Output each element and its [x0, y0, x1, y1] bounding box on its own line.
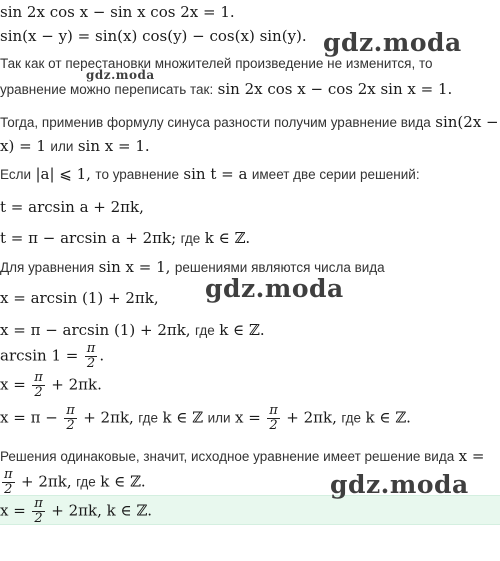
fraction-denominator: 2	[34, 385, 43, 400]
text-line	[0, 447, 484, 466]
text: Если	[0, 167, 32, 182]
text: где	[195, 323, 215, 338]
math: sin 2x cos x − cos 2x sin x = 1.	[217, 80, 453, 98]
text: или	[50, 139, 74, 154]
fraction	[267, 404, 280, 433]
text-line	[0, 80, 452, 99]
text: Тогда, применив формулу синуса разности получим уравнение вида	[0, 115, 431, 130]
math: + 2πk,	[83, 408, 134, 427]
math: x =	[235, 408, 261, 427]
fraction-numerator: π	[34, 370, 43, 385]
math: x) = 1	[0, 137, 46, 155]
formula-line: sin(x − y) = sin(x) cos(y) − cos(x) sin(y).	[0, 27, 307, 45]
math: x =	[458, 447, 485, 465]
fraction-denominator: 2	[34, 511, 43, 526]
solution-series: t = arcsin a + 2πk,	[0, 198, 144, 216]
watermark: gdz.moda	[330, 470, 469, 499]
text-line	[0, 113, 499, 132]
fraction	[32, 497, 45, 526]
fraction-numerator: π	[86, 341, 96, 356]
equation-line: sin 2x cos x − sin x cos 2x = 1.	[0, 3, 235, 21]
fraction-numerator: π	[269, 403, 278, 418]
math: x = π −	[0, 408, 58, 427]
math: + 2πk, k ∈ ℤ.	[51, 501, 153, 520]
text-line	[0, 165, 420, 184]
text: где	[138, 410, 158, 426]
text: где	[180, 231, 201, 246]
text: где	[341, 410, 362, 426]
text: уравнение можно переписать так:	[0, 82, 214, 97]
fraction-numerator: π	[34, 496, 43, 511]
text: или	[207, 410, 231, 426]
fraction-denominator: 2	[4, 482, 13, 497]
fraction-numerator: π	[4, 467, 13, 482]
solution-series: x = arcsin (1) + 2πk,	[0, 289, 159, 307]
math: x = π − arcsin (1) + 2πk,	[0, 321, 191, 339]
math: sin x = 1.	[77, 137, 150, 155]
text: решениями являются числа вида	[174, 260, 385, 275]
formula-line: arcsin 1 = $\frac{\pi}{2}$ .	[0, 341, 105, 371]
watermark: gdz.moda	[205, 274, 344, 303]
math: k ∈ ℤ.	[204, 229, 251, 247]
formula-line	[0, 468, 146, 497]
math: sin t = a	[183, 165, 248, 183]
fraction-denominator: 2	[86, 356, 96, 371]
text-line: Так как от перестановки множителей произведение не изменится, то	[0, 56, 433, 71]
math: arcsin 1 =	[0, 346, 79, 365]
watermark-small: gdz.moda	[86, 68, 155, 82]
fraction-denominator: 2	[269, 418, 278, 433]
math: k ∈ ℤ	[162, 408, 204, 427]
math: + 2πk,	[21, 472, 72, 491]
formula-line	[0, 404, 411, 433]
text-line	[0, 137, 150, 156]
watermark: gdz.moda	[323, 28, 462, 57]
text: Для уравнения	[0, 260, 95, 275]
formula-line	[0, 371, 102, 400]
math: k ∈ ℤ.	[100, 472, 146, 491]
math: + 2πk,	[286, 408, 337, 427]
solution-series	[0, 229, 250, 248]
fraction-numerator: π	[66, 403, 75, 418]
math: sin x = 1,	[98, 258, 171, 276]
final-answer	[0, 497, 152, 526]
math: k ∈ ℤ.	[365, 408, 411, 427]
math: |a| ⩽ 1,	[35, 165, 91, 183]
fraction-denominator: 2	[66, 418, 75, 433]
solution-series	[0, 321, 265, 340]
fraction	[32, 371, 45, 400]
math: x =	[0, 501, 26, 520]
text-line	[0, 258, 385, 277]
math: + 2πk.	[51, 375, 102, 394]
text: имеет две серии решений:	[251, 167, 420, 182]
text: где	[76, 474, 96, 490]
math: k ∈ ℤ.	[219, 321, 265, 339]
fraction	[2, 468, 15, 497]
fraction	[64, 404, 77, 433]
text: то уравнение	[95, 167, 179, 182]
text: Решения одинаковые, значит, исходное уравнение имеет решение вида	[0, 449, 455, 464]
fraction	[85, 342, 98, 371]
math: t = π − arcsin a + 2πk;	[0, 229, 177, 247]
math: x =	[0, 375, 26, 394]
math: sin(2x −	[435, 113, 499, 131]
